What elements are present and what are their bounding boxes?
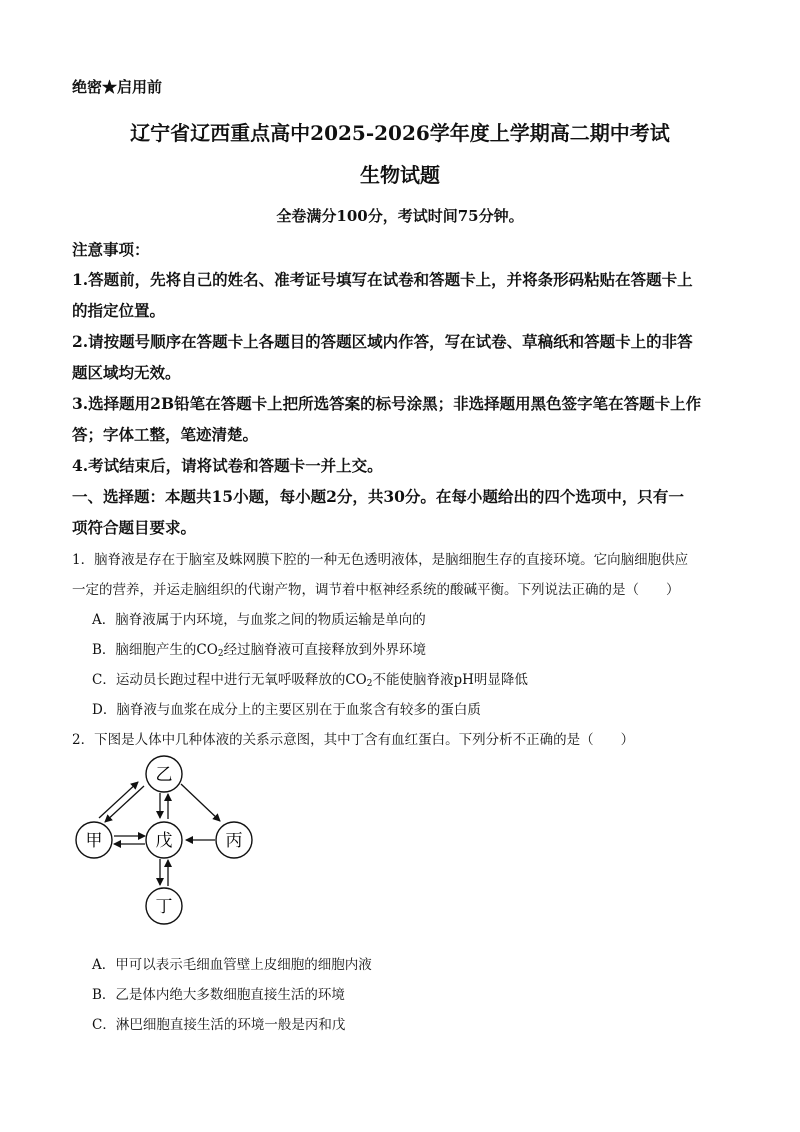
q1-option-d: D．脑脊液与血浆在成分上的主要区别在于血浆含有较多的蛋白质: [92, 702, 481, 718]
node-ding-label: 丁: [155, 897, 173, 917]
node-wu-label: 戊: [155, 831, 173, 851]
q1-option-a: A．脑脊液属于内环境，与血浆之间的物质运输是单向的: [92, 612, 426, 628]
body-fluid-diagram: [60, 752, 280, 932]
notes-line: 的指定位置。: [72, 301, 166, 320]
q2-option-b: B．乙是体内绝大多数细胞直接生活的环境: [92, 987, 345, 1003]
q1-option-c: C．运动员长跑过程中进行无氧呼吸释放的$CO_2$不能使脑脊液pH明显降低: [92, 672, 528, 689]
question-1-stem: 1．脑脊液是存在于脑室及蛛网膜下腔的一种无色透明液体，是脑细胞生存的直接环境。它向脑细胞供应: [72, 552, 689, 568]
node-jia-label: 甲: [85, 831, 103, 851]
notes-line: 4.考试结束后，请将试卷和答题卡一并上交。: [72, 456, 383, 475]
question-1-stem-cont: 一定的营养，并运走脑组织的代谢产物，调节着中枢神经系统的酸碱平衡。下列说法正确的是（ ）: [72, 582, 680, 598]
notes-line: 题区域均无效。: [72, 363, 181, 382]
score-time-info: 全卷满分100分，考试时间75分钟。: [276, 207, 524, 225]
confidential-label: 绝密★启用前: [72, 78, 163, 96]
section-heading: 一、选择题：本题共15小题，每小题2分，共30分。在每小题给出的四个选项中，只有一: [72, 487, 684, 506]
q2-option-c: C．淋巴细胞直接生活的环境一般是丙和戊: [92, 1017, 346, 1033]
notes-line: 答；字体工整，笔迹清楚。: [72, 425, 259, 444]
node-bing-label: 丙: [225, 831, 243, 851]
notes-heading: 注意事项：: [72, 240, 150, 259]
notes-line: 2.请按题号顺序在答题卡上各题目的答题区域内作答，写在试卷、草稿纸和答题卡上的非答: [72, 332, 693, 351]
node-yi-label: 乙: [155, 765, 173, 785]
arrow-jia-to-yi: [99, 782, 138, 818]
q2-option-a: A．甲可以表示毛细血管壁上皮细胞的细胞内液: [92, 957, 372, 973]
section-heading-cont: 项符合题目要求。: [72, 518, 197, 537]
notes-line: 1.答题前，先将自己的姓名、准考证号填写在试卷和答题卡上，并将条形码粘贴在答题卡上: [72, 270, 693, 289]
question-2-stem: 2．下图是人体中几种体液的关系示意图，其中丁含有血红蛋白。下列分析不正确的是（ ）: [72, 732, 635, 748]
exam-title: 辽宁省辽西重点高中2025-2026学年度上学期高二期中考试: [130, 121, 670, 145]
q1-option-b: B．脑细胞产生的$CO_2$经过脑脊液可直接释放到外界环境: [92, 642, 427, 659]
arrow-yi-to-jia: [105, 786, 144, 822]
subject-title: 生物试题: [360, 163, 440, 187]
arrow-yi-to-bing: [181, 784, 220, 821]
notes-line: 3.选择题用2B铅笔在答题卡上把所选答案的标号涂黑；非选择题用黑色签字笔在答题卡上作: [72, 394, 702, 413]
